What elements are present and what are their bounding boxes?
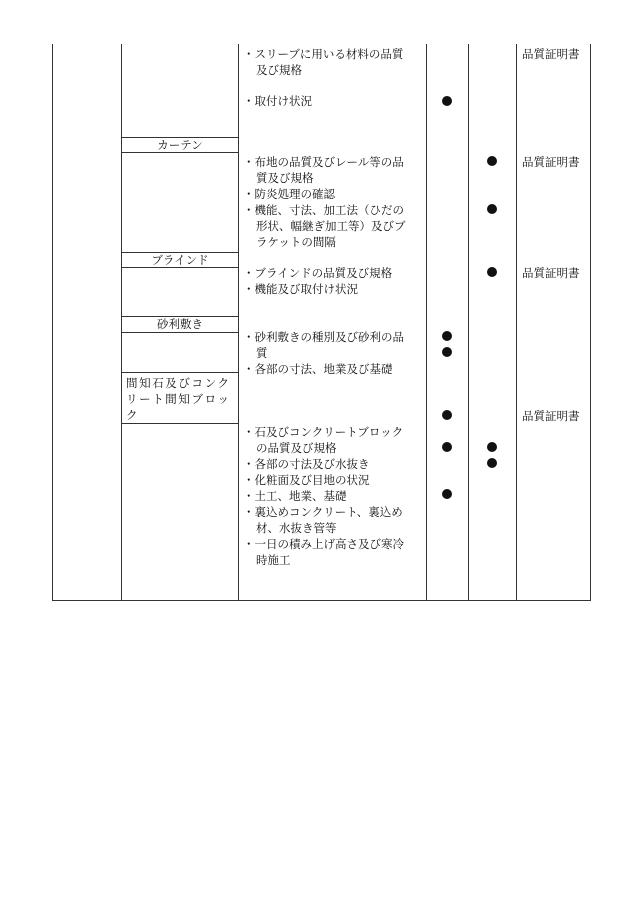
item-text: 形状、幅継ぎ加工等）及びブ xyxy=(256,219,406,233)
item-text: ・砂利敷きの種別及び砂利の品 xyxy=(243,330,404,344)
item-text: ・化粧面及び目地の状況 xyxy=(243,473,370,487)
category-blind: ブラインド xyxy=(151,253,209,267)
check-marker xyxy=(487,204,497,214)
column-divider xyxy=(516,44,517,601)
item-text: ・土工、地業、基礎 xyxy=(243,489,347,503)
column-divider xyxy=(238,44,239,601)
row-divider xyxy=(121,372,239,373)
document-label: 品質証明書 xyxy=(522,266,580,280)
check-marker xyxy=(487,458,497,468)
item-text: ・機能、寸法、加工法（ひだの xyxy=(243,203,404,217)
check-marker xyxy=(442,96,452,106)
item-text: ・機能及び取付け状況 xyxy=(243,282,358,296)
item-text: 質 xyxy=(256,346,268,360)
check-marker xyxy=(487,442,497,452)
item-text: ・取付け状況 xyxy=(243,94,312,108)
document-label: 品質証明書 xyxy=(522,155,580,169)
check-marker xyxy=(442,489,452,499)
item-text: ・石及びコンクリートブロック xyxy=(243,425,404,439)
item-text: 材、水抜き管等 xyxy=(256,521,337,535)
item-text: ・布地の品質及びレール等の品 xyxy=(243,155,404,169)
category-gravel: 砂利敷き xyxy=(157,317,203,331)
check-marker xyxy=(442,442,452,452)
table-border-left xyxy=(52,44,53,601)
item-text: ・各部の寸法、地業及び基礎 xyxy=(243,362,393,376)
item-text: ・裏込めコンクリート、裏込め xyxy=(243,505,403,519)
document-label: 品質証明書 xyxy=(522,409,580,423)
row-divider xyxy=(121,423,239,424)
table-border-right xyxy=(590,44,591,601)
check-marker xyxy=(442,347,452,357)
item-text: ・スリーブに用いる材料の品質 xyxy=(243,47,404,61)
item-text: ラケットの間隔 xyxy=(256,235,336,249)
column-divider xyxy=(426,44,427,601)
check-marker xyxy=(487,267,497,277)
item-text: ・各部の寸法及び水抜き xyxy=(243,457,370,471)
item-text: ・一日の積み上げ高さ及び寒冷 xyxy=(243,537,404,551)
check-marker xyxy=(442,331,452,341)
row-divider xyxy=(121,332,239,333)
item-text: 及び規格 xyxy=(256,63,302,77)
column-divider xyxy=(468,44,469,601)
item-text: ・防炎処理の確認 xyxy=(243,187,335,201)
item-text: の品質及び規格 xyxy=(256,441,337,455)
item-text: 時施工 xyxy=(256,553,291,567)
category-curtain: カーテン xyxy=(157,138,203,152)
item-text: ・ブラインドの品質及び規格 xyxy=(243,266,393,280)
check-marker xyxy=(442,410,452,420)
category-retaining-wall: 間知石及びコンクリート間知ブロック xyxy=(126,376,231,422)
item-text: 質及び規格 xyxy=(256,171,314,185)
document-label: 品質証明書 xyxy=(522,47,580,61)
check-marker xyxy=(487,156,497,166)
table-border-bottom xyxy=(52,600,591,601)
